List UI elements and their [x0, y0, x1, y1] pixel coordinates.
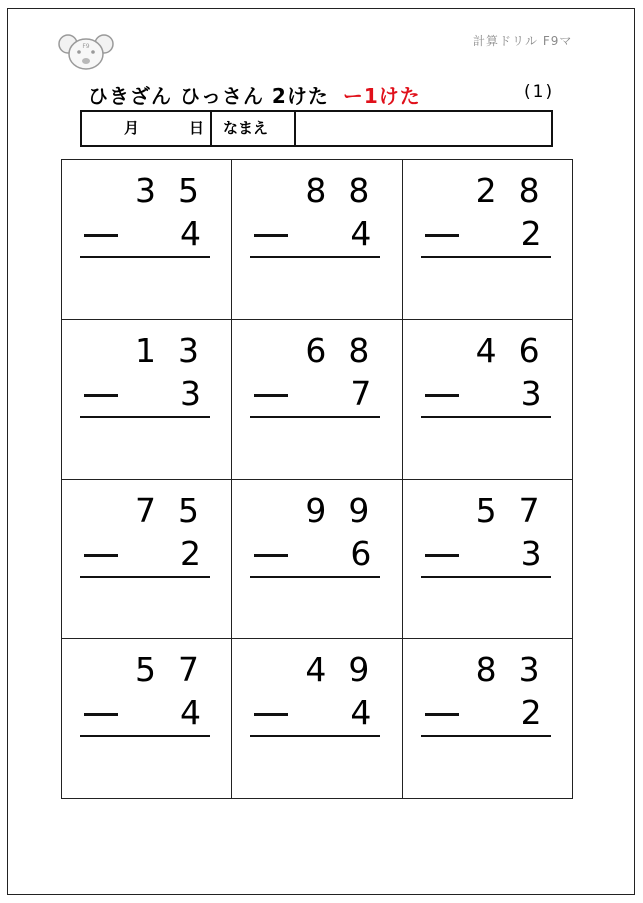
brand-label: 計算ドリル F9マ: [473, 34, 573, 48]
minuend-ones-digit: 5: [178, 490, 199, 530]
subtrahend-digit: 7: [350, 373, 372, 413]
worksheet-title: [88, 80, 421, 109]
subtrahend-digit: 4: [180, 693, 201, 733]
problem-cell[interactable]: [62, 160, 232, 320]
mouse-logo-icon: [58, 30, 114, 72]
minuend-ones-digit: 5: [178, 171, 199, 210]
name-date-box: [80, 110, 553, 147]
answer-line: [421, 256, 551, 258]
subtrahend-digit: 2: [180, 533, 201, 573]
svg-text:F9: F9: [82, 43, 90, 50]
divider: [294, 112, 296, 145]
minuend-tens-digit: 6: [305, 330, 327, 370]
name-label: なまえ: [223, 119, 269, 137]
subtrahend-digit: 2: [520, 214, 542, 253]
minuend-ones-digit: 9: [348, 650, 370, 690]
minuend-tens-digit: 7: [135, 490, 156, 530]
subtrahend-digit: 4: [350, 214, 372, 253]
problem-cell[interactable]: [232, 480, 402, 640]
subtrahend-digit: 4: [180, 214, 201, 253]
problem-cell[interactable]: [62, 639, 232, 799]
minuend-tens-digit: 5: [475, 490, 497, 530]
minuend-ones-digit: 7: [178, 650, 199, 690]
subtrahend-digit: 3: [520, 373, 542, 413]
sheet-number: (1): [524, 82, 555, 102]
answer-line: [250, 256, 380, 258]
answer-line: [80, 576, 210, 578]
answer-line: [250, 735, 380, 737]
problem-cell[interactable]: [403, 639, 573, 799]
minuend-ones-digit: 9: [348, 490, 370, 530]
subtrahend-digit: 4: [350, 693, 372, 733]
minus-sign-icon: [84, 554, 118, 557]
minus-sign-icon: [254, 713, 288, 716]
month-label: 月: [124, 119, 140, 137]
minuend-ones-digit: 7: [518, 490, 540, 530]
problem-cell[interactable]: [232, 160, 402, 320]
subtrahend-digit: 2: [520, 693, 542, 733]
minuend-tens-digit: 8: [475, 650, 497, 690]
minuend-ones-digit: 3: [518, 650, 540, 690]
minus-sign-icon: [254, 234, 288, 237]
title-accent: ー1けた: [342, 84, 421, 108]
answer-line: [421, 416, 551, 418]
divider: [210, 112, 212, 145]
problem-cell[interactable]: [232, 320, 402, 480]
answer-line: [80, 416, 210, 418]
minus-sign-icon: [84, 234, 118, 237]
problem-cell[interactable]: [232, 639, 402, 799]
minuend-ones-digit: 3: [178, 330, 199, 370]
title-main: ひきざん ひっさん 2けた: [88, 84, 329, 108]
answer-line: [421, 735, 551, 737]
minus-sign-icon: [84, 713, 118, 716]
problem-grid: [61, 159, 573, 799]
minuend-ones-digit: 8: [348, 330, 370, 370]
problem-cell[interactable]: [62, 320, 232, 480]
subtrahend-digit: 3: [520, 533, 542, 573]
minuend-ones-digit: 6: [518, 330, 540, 370]
problem-cell[interactable]: [403, 480, 573, 640]
minus-sign-icon: [425, 713, 459, 716]
minuend-tens-digit: 8: [305, 171, 327, 210]
minuend-tens-digit: 2: [475, 171, 497, 210]
minus-sign-icon: [84, 394, 118, 397]
day-label: 日: [189, 119, 205, 137]
answer-line: [80, 256, 210, 258]
minuend-tens-digit: 1: [135, 330, 156, 370]
minuend-tens-digit: 4: [305, 650, 327, 690]
minuend-tens-digit: 5: [135, 650, 156, 690]
answer-line: [421, 576, 551, 578]
problem-cell[interactable]: [403, 160, 573, 320]
problem-cell[interactable]: [62, 480, 232, 640]
minuend-tens-digit: 9: [305, 490, 327, 530]
minus-sign-icon: [254, 394, 288, 397]
subtrahend-digit: 3: [180, 373, 201, 413]
subtrahend-digit: 6: [350, 533, 372, 573]
answer-line: [80, 735, 210, 737]
minus-sign-icon: [425, 554, 459, 557]
minus-sign-icon: [425, 394, 459, 397]
minus-sign-icon: [254, 554, 288, 557]
minuend-ones-digit: 8: [518, 171, 540, 210]
minus-sign-icon: [425, 234, 459, 237]
answer-line: [250, 416, 380, 418]
answer-line: [250, 576, 380, 578]
minuend-tens-digit: 4: [475, 330, 497, 370]
problem-cell[interactable]: [403, 320, 573, 480]
minuend-tens-digit: 3: [135, 171, 156, 210]
minuend-ones-digit: 8: [348, 171, 370, 210]
